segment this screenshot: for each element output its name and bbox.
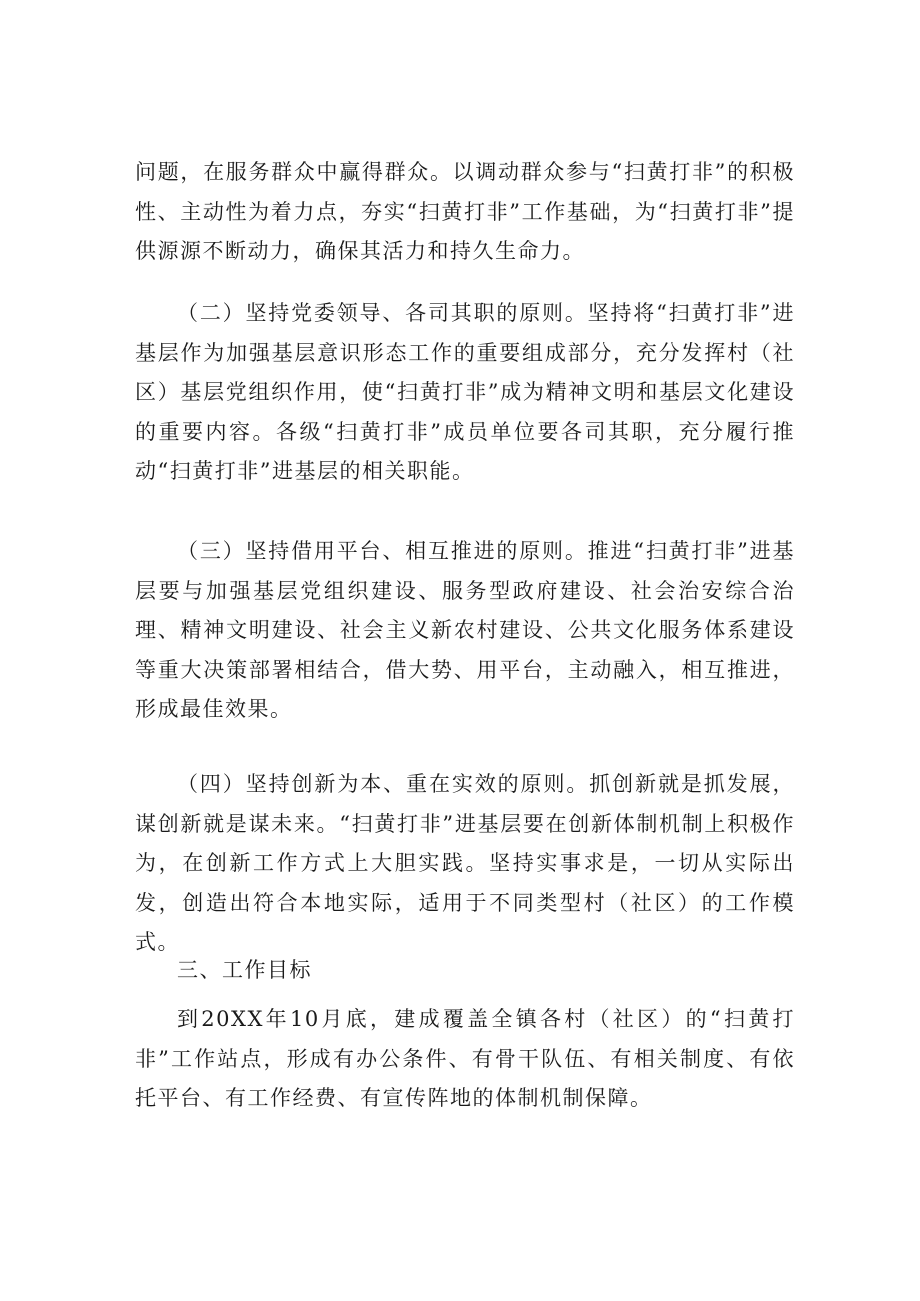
paragraph-work-goals: 到20XX年10月底，建成覆盖全镇各村（社区）的“扫黄打非”工作站点，形成有办公条件、有骨干队伍、有相关制度、有依托平台、有工作经费、有宣传阵地的体制机制保障。 <box>135 1007 795 1110</box>
paragraph-continuation: 问题，在服务群众中赢得群众。以调动群众参与“扫黄打非”的积极性、主动性为着力点，夯实“扫黄打非”工作基础，为“扫黄打非”提供源源不断动力，确保其活力和持久生命力。 <box>135 160 795 263</box>
paragraph-principle-3: （三）坚持借用平台、相互推进的原则。推进“扫黄打非”进基层要与加强基层党组织建设、服务型政府建设、社会治安综合治理、精神文明建设、社会主义新农村建设、公共文化服务体系建设等重大决策部署相结合，借大势、用平台，主动融入，相互推进，形成最佳效果。 <box>135 539 795 721</box>
paragraph-principle-4: （四）坚持创新为本、重在实效的原则。抓创新就是抓发展，谋创新就是谋未来。“扫黄打非”进基层要在创新体制机制上积极作为，在创新工作方式上大胆实践。坚持实事求是，一切从实际出发，创造出符合本地实际，适用于不同类型村（社区）的工作模式。 <box>135 772 795 954</box>
section-heading-work-goals: 三、工作目标 <box>177 958 312 982</box>
paragraph-principle-2: （二）坚持党委领导、各司其职的原则。坚持将“扫黄打非”进基层作为加强基层意识形态工作的重要组成部分，充分发挥村（社区）基层党组织作用，使“扫黄打非”成为精神文明和基层文化建设的重要内容。各级“扫黄打非”成员单位要各司其职，充分履行推动“扫黄打非”进基层的相关职能。 <box>135 301 795 483</box>
